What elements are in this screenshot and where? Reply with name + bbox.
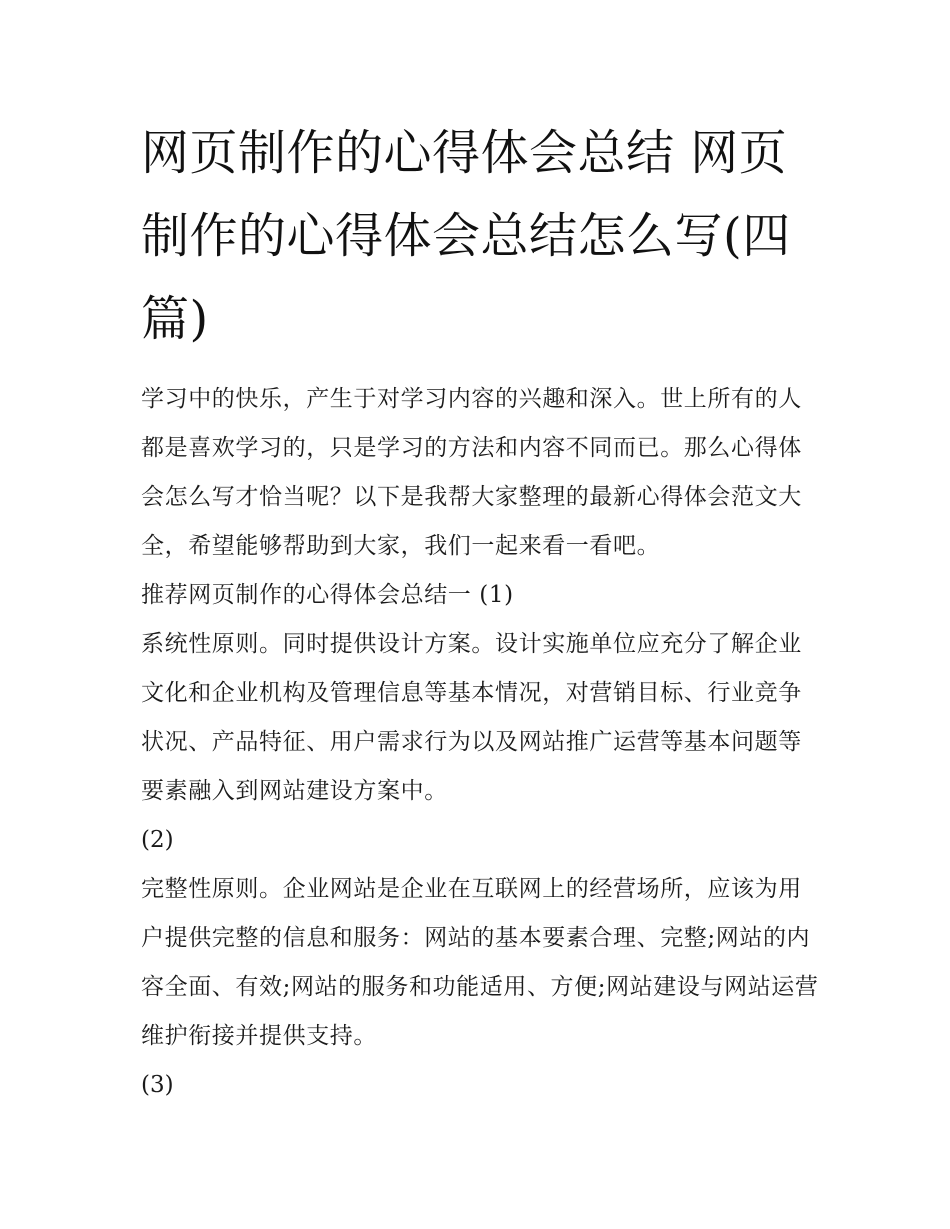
document-page [141,112,821,1110]
document-body [141,375,821,1110]
intro-paragraph: 学习中的快乐，产生于对学习内容的兴趣和深入。世上所有的人都是喜欢学习的，只是学习的方法和内容不同而已。那么心得体会怎么写才恰当呢？以下是我帮大家整理的最新心得体会范文大全，希望能够帮助到大家，我们一起来看一看吧。 [141,386,802,559]
item-number-2: (2) [141,827,174,853]
item-number-3: (3) [141,1072,174,1098]
principle-paragraph-1: 系统性原则。同时提供设计方案。设计实施单位应充分了解企业文化和企业机构及管理信息等基本情况，对营销目标、行业竞争状况、产品特征、用户需求行为以及网站推广运营等基本问题等要素融入到网站建设方案中。 [141,631,802,804]
principle-paragraph-2: 完整性原则。企业网站是企业在互联网上的经营场所，应该为用户提供完整的信息和服务：网站的基本要素合理、完整;网站的内容全面、有效;网站的服务和功能适用、方便;网站建设与网站运营维护衔接并提供支持。 [141,876,819,1049]
section-heading: 推荐网页制作的心得体会总结一 (1) [141,582,514,608]
document-title: 网页制作的心得体会总结 网页制作的心得体会总结怎么写(四篇) [141,125,791,347]
